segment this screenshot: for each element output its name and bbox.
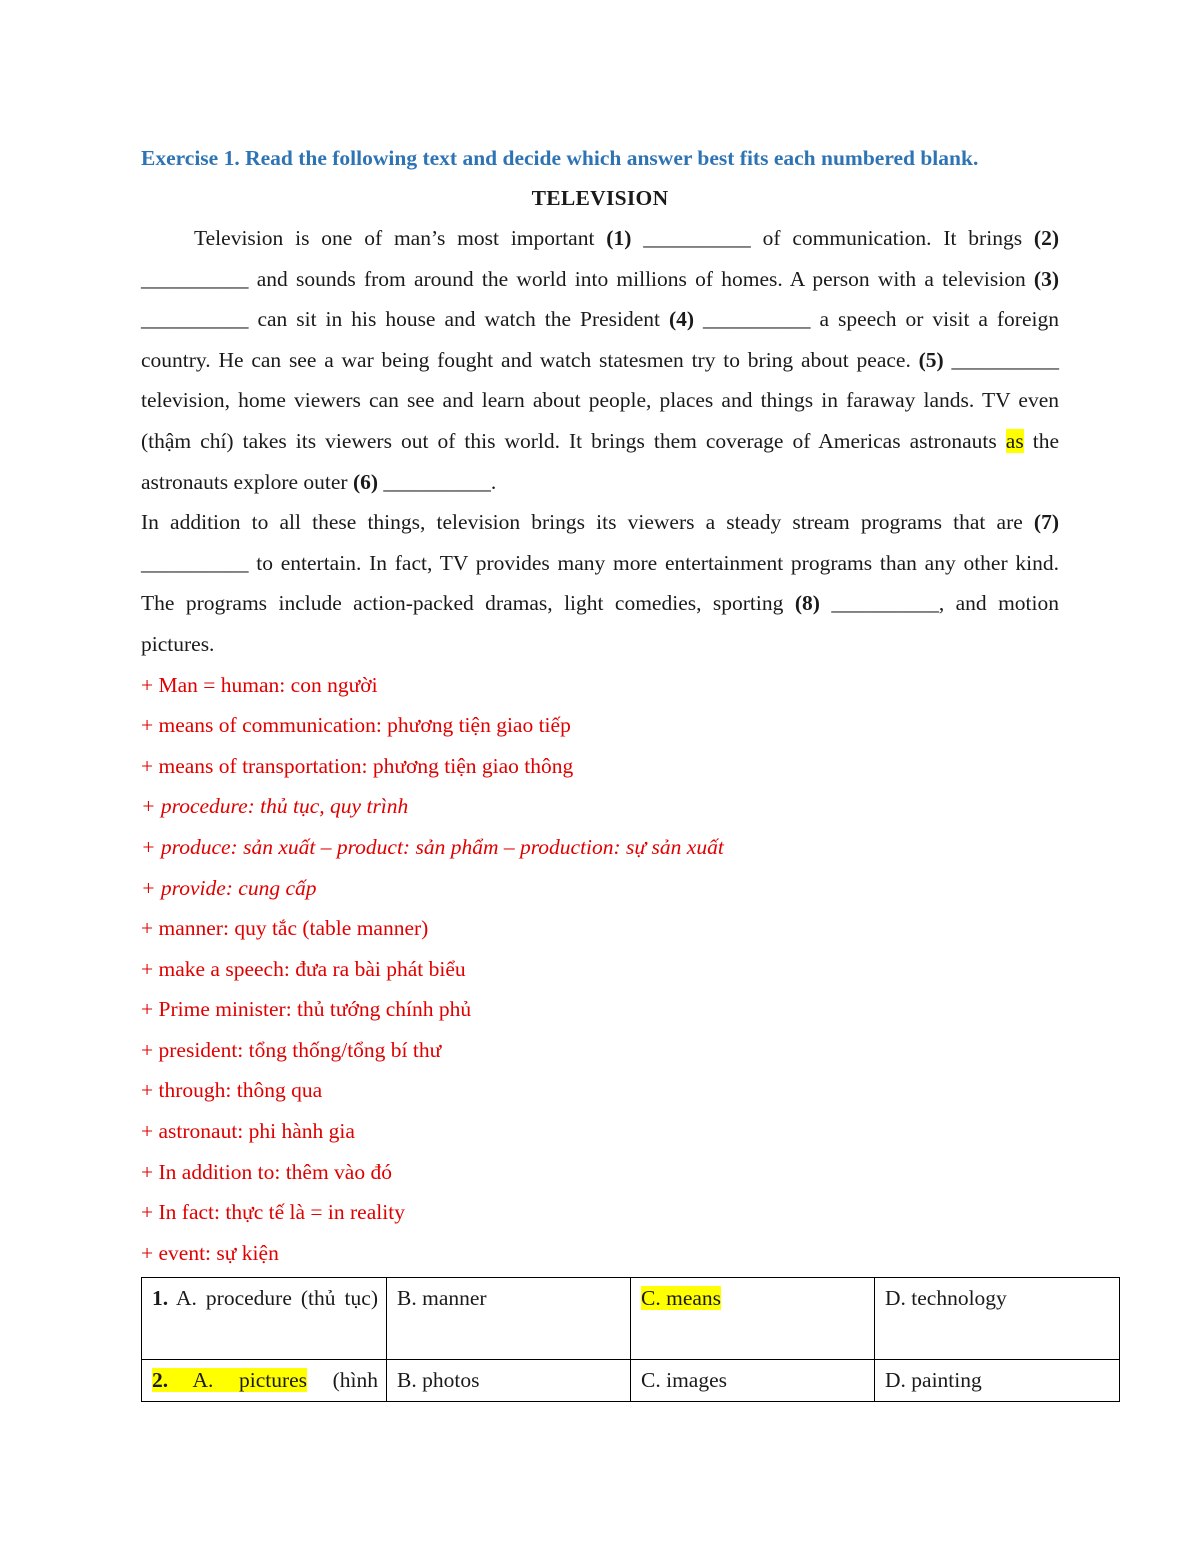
- answer-cell-1a: [142, 1278, 387, 1360]
- answer-cell-1b: [387, 1278, 631, 1360]
- vocab-item: + produce: sản xuất – product: sản phẩm – production: sự sản xuất: [141, 834, 724, 859]
- blank-number-3: (3): [1033, 266, 1059, 291]
- table-row: [142, 1278, 1120, 1360]
- answer-cell-2c: [631, 1360, 875, 1402]
- answer-cell-1d: [875, 1278, 1120, 1360]
- blank-number-6: (6): [352, 469, 379, 494]
- blank-number-4: (4): [669, 307, 695, 332]
- vocab-item: + make a speech: đưa ra bài phát biểu: [141, 956, 466, 981]
- answer-cell-2b: [387, 1360, 631, 1402]
- option-c-correct: C. means: [641, 1286, 722, 1310]
- option-c: C. images: [641, 1368, 727, 1392]
- passage-paragraph-2: In addition to all these things, television brings its viewers a steady stream programs that are (7) __________ to entertain. In fact, TV provides many more entertainment programs than any other kind. The programs include action-packed dramas, light comedies, sporting (8) __________, and motion pictures.: [141, 510, 1060, 656]
- blank-number-8: (8): [794, 591, 820, 616]
- vocab-item: + In fact: thực tế là = in reality: [141, 1200, 405, 1225]
- vocab-item: + event: sự kiện: [141, 1240, 279, 1265]
- answer-table: [141, 1277, 1120, 1402]
- option-d: D. painting: [885, 1368, 982, 1392]
- question-number: 2.: [152, 1368, 169, 1392]
- option-a: A. procedure (thủ tục): [175, 1286, 378, 1310]
- vocab-item: + manner: quy tắc (table manner): [141, 916, 429, 941]
- answer-cell-2d: [875, 1360, 1120, 1402]
- vocab-item: + president: tổng thống/tổng bí thư: [141, 1037, 442, 1062]
- blank-number-5: (5): [918, 347, 944, 372]
- option-a-correct: A. pictures: [192, 1368, 308, 1392]
- vocab-item: + procedure: thủ tục, quy trình: [141, 794, 409, 819]
- blank-number-1: (1): [606, 226, 632, 250]
- table-row: [142, 1360, 1120, 1402]
- blank-number-2: (2): [1033, 226, 1059, 250]
- blank-number-7: (7): [1033, 510, 1059, 535]
- vocab-item: + provide: cung cấp: [141, 875, 317, 900]
- vocab-item: + Man = human: con người: [141, 672, 378, 697]
- option-b: B. manner: [397, 1286, 487, 1310]
- answer-cell-1c: [631, 1278, 875, 1360]
- vocab-item: + In addition to: thêm vào đó: [141, 1159, 392, 1184]
- highlighted-word-as: as: [1005, 428, 1024, 453]
- passage-paragraph-1: Television is one of man’s most important (1) __________ of communication. It brings (2) __________ and sounds from around the world into millions of homes. A person with a television (3) __________ can sit in his house and watch the President (4) __________ a speech or visit a foreign country. He can see a war being fought and watch statesmen try to bring about peace. (5) __________ television, home viewers can see and learn about people, places and things in faraway lands. TV even (thậm chí) takes its viewers out of this world. It brings them coverage of Americas astronauts as the astronauts explore outer (6) __________.: [141, 226, 1059, 494]
- vocab-item: + through: thông qua: [141, 1078, 323, 1103]
- vocab-item: + means of communication: phương tiện giao tiếp: [141, 713, 571, 738]
- question-number: 1.: [152, 1286, 169, 1310]
- exercise-heading: Exercise 1. Read the following text and decide which answer best fits each numbered blank.: [141, 146, 979, 170]
- vocabulary-list: [141, 665, 1059, 1274]
- option-a-gloss: (hình: [307, 1368, 378, 1392]
- answer-cell-2a: [142, 1360, 387, 1402]
- vocab-item: + Prime minister: thủ tướng chính phủ: [141, 997, 472, 1022]
- vocab-item: + astronaut: phi hành gia: [141, 1119, 355, 1144]
- passage-title: TELEVISION: [531, 186, 669, 210]
- vocab-item: + means of transportation: phương tiện giao thông: [141, 753, 574, 778]
- option-d: D. technology: [885, 1286, 1007, 1310]
- option-b: B. photos: [397, 1368, 480, 1392]
- document-body: [141, 138, 1059, 1273]
